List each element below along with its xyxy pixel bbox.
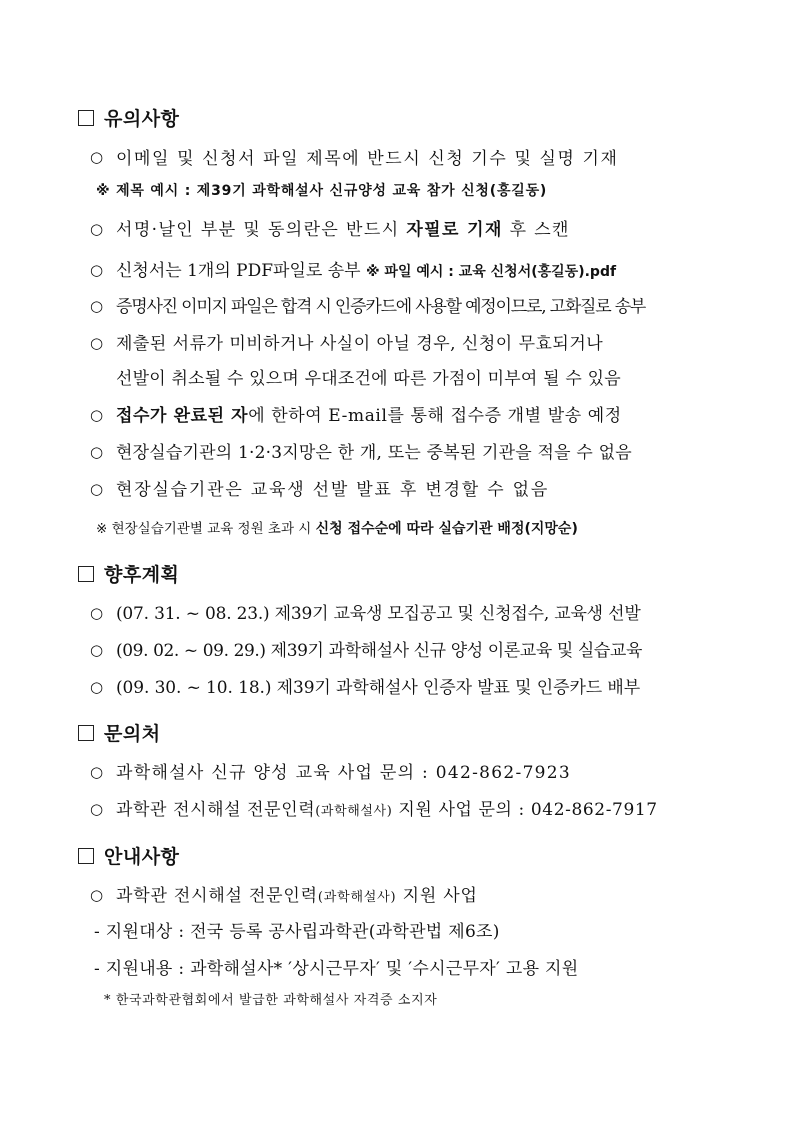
section-title-guide: 안내사항 bbox=[78, 842, 179, 869]
guide-sub-2: - 지원내용 : 과학해설사* ′상시근무자′ 및 ′수시근무자′ 고용 지원 bbox=[94, 959, 579, 979]
bullet-icon: ○ bbox=[90, 406, 104, 424]
notes-item-2: 서명·날인 부분 및 동의란은 반드시 자필로 기재 후 스캔 bbox=[116, 220, 570, 240]
contact-item-2: 과학관 전시해설 전문인력(과학해설사) 지원 사업 문의 : 042-862-7917 bbox=[116, 800, 658, 820]
section-title-notes: 유의사항 bbox=[78, 104, 179, 131]
bullet-icon: ○ bbox=[90, 220, 104, 238]
bullet-icon: ○ bbox=[90, 763, 104, 781]
section-title-schedule: 향후계획 bbox=[78, 560, 179, 587]
schedule-item-1: (07. 31. ~ 08. 23.) 제39기 교육생 모집공고 및 신청접수, 교육생 선발 bbox=[116, 604, 641, 624]
guide-item-1: 과학관 전시해설 전문인력(과학해설사) 지원 사업 bbox=[116, 886, 478, 906]
checkbox-square-icon bbox=[78, 725, 94, 741]
notes-item-8: 현장실습기관은 교육생 선발 발표 후 변경할 수 없음 bbox=[116, 480, 550, 500]
bullet-icon: ○ bbox=[90, 678, 104, 696]
bullet-icon: ○ bbox=[90, 604, 104, 622]
notes-item-4: 증명사진 이미지 파일은 합격 시 인증카드에 사용할 예정이므로, 고화질로 송부 bbox=[116, 297, 646, 317]
bullet-icon: ○ bbox=[90, 641, 104, 659]
checkbox-square-icon bbox=[78, 848, 94, 864]
bullet-icon: ○ bbox=[90, 480, 104, 498]
bullet-icon: ○ bbox=[90, 800, 104, 818]
schedule-item-3: (09. 30. ~ 10. 18.) 제39기 과학해설사 인증자 발표 및 인증카드 배부 bbox=[116, 678, 641, 698]
checkbox-square-icon bbox=[78, 110, 94, 126]
notes-item-5-line-2: 선발이 취소될 수 있으며 우대조건에 따른 가점이 미부여 될 수 있음 bbox=[116, 369, 621, 389]
notes-item-5-line-1: 제출된 서류가 미비하거나 사실이 아닐 경우, 신청이 무효되거나 bbox=[116, 334, 604, 354]
notes-item-6: 접수가 완료된 자에 한하여 E-mail를 통해 접수증 개별 발송 예정 bbox=[116, 406, 622, 426]
contact-item-1: 과학해설사 신규 양성 교육 사업 문의 : 042-862-7923 bbox=[116, 763, 572, 783]
checkbox-square-icon bbox=[78, 566, 94, 582]
bullet-icon: ○ bbox=[90, 297, 104, 315]
bullet-icon: ○ bbox=[90, 334, 104, 352]
bullet-icon: ○ bbox=[90, 443, 104, 461]
notes-item-3: 신청서는 1개의 PDF파일로 송부 ※ 파일 예시 : 교육 신청서(홍길동).pdf bbox=[116, 261, 617, 281]
guide-footnote: * 한국과학관협회에서 발급한 과학해설사 자격증 소지자 bbox=[104, 993, 438, 1008]
notes-item-1: 이메일 및 신청서 파일 제목에 반드시 신청 기수 및 실명 기재 bbox=[116, 149, 619, 169]
guide-sub-1: - 지원대상 : 전국 등록 공사립과학관(과학관법 제6조) bbox=[94, 922, 500, 942]
section-title-contact: 문의처 bbox=[78, 719, 161, 746]
bullet-icon: ○ bbox=[90, 261, 104, 279]
notes-note-2: ※ 현장실습기관별 교육 정원 초과 시 신청 접수순에 따라 실습기관 배정(지망순) bbox=[96, 521, 578, 537]
notes-note-1: ※ 제목 예시 : 제39기 과학해설사 신규양성 교육 참가 신청(홍길동) bbox=[96, 183, 548, 199]
bullet-icon: ○ bbox=[90, 886, 104, 904]
bullet-icon: ○ bbox=[90, 148, 104, 166]
notes-item-7: 현장실습기관의 1·2·3지망은 한 개, 또는 중복된 기관을 적을 수 없음 bbox=[116, 443, 632, 463]
schedule-item-2: (09. 02. ~ 09. 29.) 제39기 과학해설사 신규 양성 이론교육 및 실습교육 bbox=[116, 641, 642, 661]
